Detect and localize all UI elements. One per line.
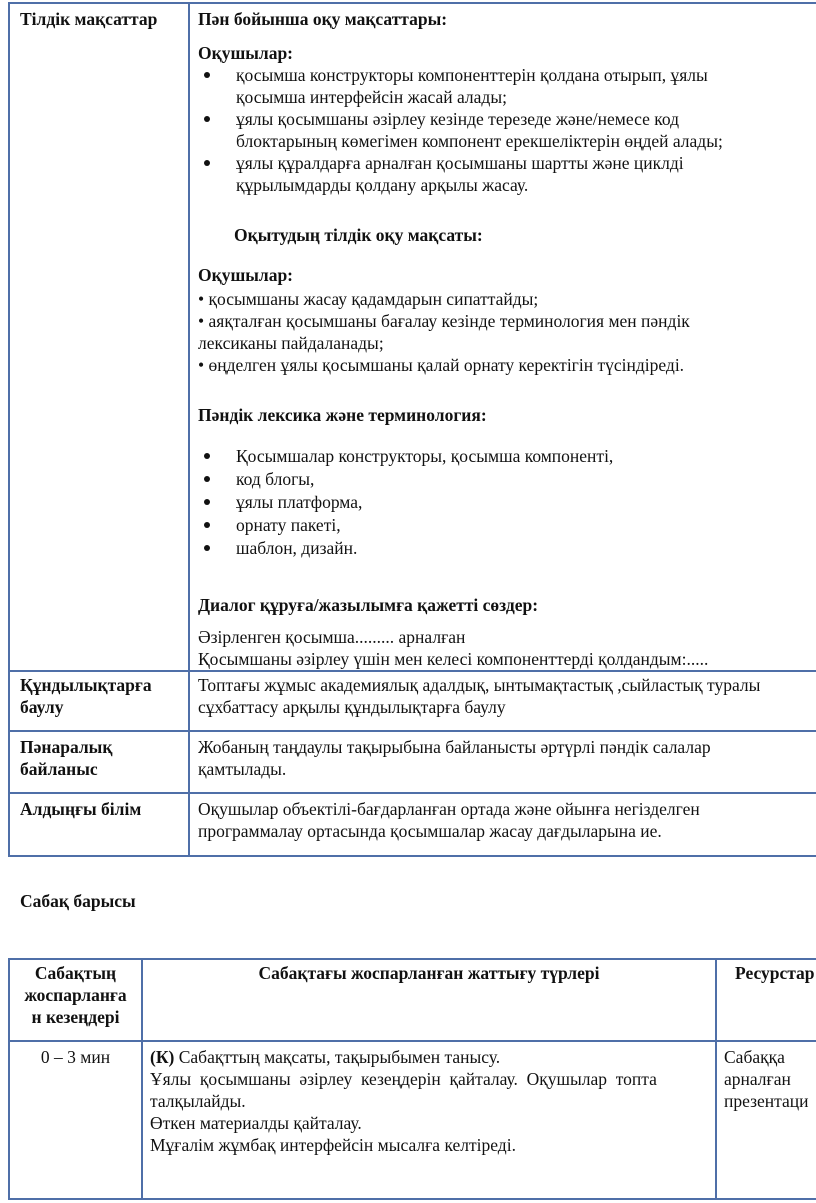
list-item: ұялы құралдарға арналған қосымшаны шартты және циклді құрылымдарды қолдану арқылы жасау. xyxy=(198,152,808,196)
language-goal-title: Оқытудың тілдік оқу мақсаты: xyxy=(234,225,483,245)
row-label-values: Құндылықтарға баулу xyxy=(20,675,152,717)
row-label-prior-knowledge: Алдыңғы білім xyxy=(20,799,142,819)
dialog-words-title: Диалог құруға/жазылымға қажетті сөздер: xyxy=(198,595,539,615)
row-divider xyxy=(8,792,816,794)
row-divider xyxy=(8,1040,816,1042)
header-activities: Сабақтағы жоспарланған жаттығу түрлері xyxy=(258,963,600,983)
header-stages: Сабақтың жоспарланға н кезеңдері xyxy=(24,963,127,1027)
bullet-icon xyxy=(204,160,210,166)
list-item: Әзірленген қосымша......... арналған xyxy=(198,627,466,647)
activity-line: (К) Сабақттың мақсаты, тақырыбымен танысу. xyxy=(150,1047,501,1067)
column-divider xyxy=(141,958,143,1200)
list-item: қосымша конструкторы компоненттерін қолдана отырып, ұялы қосымша интерфейсін жасай алады; xyxy=(198,64,808,108)
subject-goals-title: Пән бойынша оқу мақсаттары: xyxy=(198,9,448,29)
table-border-left xyxy=(8,2,10,857)
section-title: Сабақ барысы xyxy=(20,891,136,911)
bullet-icon xyxy=(204,453,210,459)
lesson-flow-table xyxy=(8,958,816,1202)
bullet-icon xyxy=(204,116,210,122)
students-label: Оқушылар: xyxy=(198,43,294,63)
stage-time: 0 – 3 мин xyxy=(40,1047,111,1067)
activity-line: талқылайды. xyxy=(150,1091,246,1111)
list-item: Қосымшалар конструкторы, қосымша компоненті, xyxy=(198,445,808,467)
list-item: код блогы, xyxy=(198,468,808,490)
values-text: Топтағы жұмыс академиялық адалдық, ынтымақтастық ,сыйластық туралы сұхбаттасу арқылы құндылықтарға баулу xyxy=(198,675,761,717)
row-label-cross-curricular: Пәнаралық байланыс xyxy=(20,737,113,779)
activity-line: Мұғалім жұмбақ интерфейсін мысалға келтіреді. xyxy=(150,1135,516,1155)
list-item: лексиканы пайдаланады; xyxy=(198,333,384,353)
column-divider xyxy=(188,2,190,857)
language-goal-list xyxy=(198,288,690,376)
vocabulary-title: Пәндік лексика және терминология: xyxy=(198,405,487,425)
lesson-goals-table xyxy=(8,0,816,858)
table-border-bottom xyxy=(8,855,816,857)
dialog-words-list xyxy=(198,626,708,670)
table-border-top xyxy=(8,958,816,960)
list-item: • өңделген ұялы қосымшаны қалай орнату керектігін түсіндіреді. xyxy=(198,355,685,375)
vocabulary-list xyxy=(198,445,808,559)
prior-knowledge-text: Оқушылар объектілі-бағдарланған ортада және ойынға негізделген программалау ортасында қосымшалар жасау дағдыларына ие. xyxy=(198,799,700,841)
list-item: • аяқталған қосымшаны бағалау кезінде терминология мен пәндік xyxy=(198,311,690,331)
row-divider xyxy=(8,730,816,732)
column-divider xyxy=(715,958,717,1200)
list-item: ұялы платформа, xyxy=(198,491,808,513)
row-divider xyxy=(8,670,816,672)
list-item: • қосымшаны жасау қадамдарын сипаттайды; xyxy=(198,289,539,309)
header-resources: Ресурстар xyxy=(735,963,815,983)
table-border-top xyxy=(8,2,816,4)
bullet-icon xyxy=(204,545,210,551)
activity-text xyxy=(150,1046,706,1156)
table-border-bottom xyxy=(8,1198,816,1200)
cross-curricular-text: Жобаның таңдаулы тақырыбына байланысты әртүрлі пәндік салалар қамтылады. xyxy=(198,737,711,779)
students-label: Оқушылар: xyxy=(198,265,294,285)
resource-text: Сабаққа арналған презентаци xyxy=(724,1047,809,1111)
row-label-language-goals: Тілдік мақсаттар xyxy=(20,9,158,29)
activity-line: Өткен материалды қайталау. xyxy=(150,1113,362,1133)
list-item: Қосымшаны әзірлеу үшін мен келесі компоненттерді қолдандым:..... xyxy=(198,649,709,669)
activity-line: Ұялы қосымшаны әзірлеу кезеңдерін қайталау. Оқушылар топта xyxy=(150,1069,657,1089)
bullet-icon xyxy=(204,499,210,505)
bullet-icon xyxy=(204,522,210,528)
list-item: ұялы қосымшаны әзірлеу кезінде терезеде және/немесе код блоктарының көмегімен компонент ерекшеліктерін өңдей алады; xyxy=(198,108,808,152)
bullet-icon xyxy=(204,476,210,482)
list-item: шаблон, дизайн. xyxy=(198,537,808,559)
list-item: орнату пакеті, xyxy=(198,514,808,536)
subject-goals-list xyxy=(198,64,808,196)
bullet-icon xyxy=(204,72,210,78)
